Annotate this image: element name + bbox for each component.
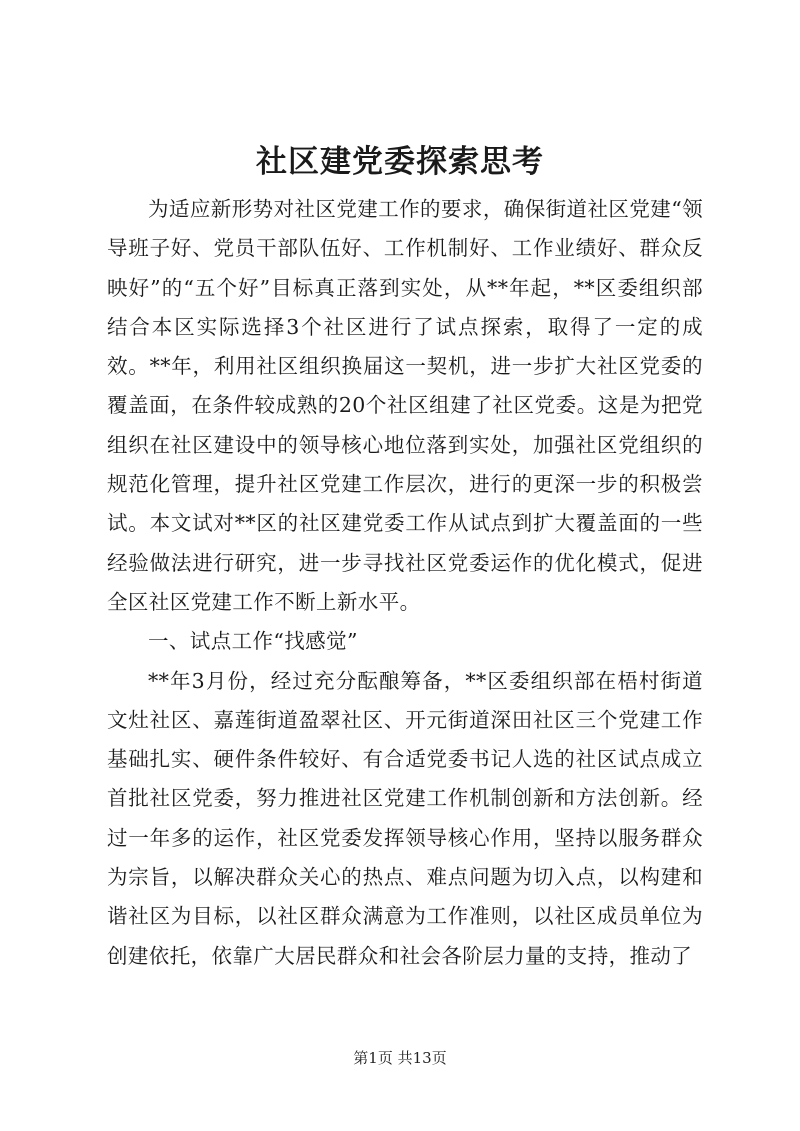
document-title: 社区建党委探索思考 [256, 144, 544, 180]
body-paragraph: **年3月份，经过充分酝酿筹备，**区委组织部在梧村街道文灶社区、嘉莲街道盈翠社区、开元街道深田社区三个党建工作基础扎实、硬件条件较好、有合适党委书记人选的社区试点成立首批社区党委，努力推进社区党建工作机制创新和方法创新。经过一年多的运作，社区党委发挥领导核心作用，坚持以服务群众为宗旨，以解决群众关心的热点、难点问题为切入点，以构建和谐社区为目标，以社区群众满意为工作准则，以社区成员单位为创建依托，依靠广大居民群众和社会各阶层力量的支持，推动了 [107, 668, 703, 968]
document-body [107, 190, 703, 976]
page-number-footer: 第1页 共13页 [353, 1049, 447, 1067]
body-paragraph: 为适应新形势对社区党建工作的要求，确保街道社区党建“领导班子好、党员干部队伍好、工作机制好、工作业绩好、群众反映好”的“五个好”目标真正落到实处，从**年起，**区委组织部结合本区实际选择3个社区进行了试点探索，取得了一定的成效。**年，利用社区组织换届这一契机，进一步扩大社区党委的覆盖面，在条件较成熟的20个社区组建了社区党委。这是为把党组织在社区建设中的领导核心地位落到实处，加强社区党组织的规范化管理，提升社区党建工作层次，进行的更深一步的积极尝试。本文试对**区的社区建党委工作从试点到扩大覆盖面的一些经验做法进行研究，进一步寻找社区党委运作的优化模式，促进全区社区党建工作不断上新水平。 [107, 197, 703, 614]
section-heading: 一、试点工作“找感觉” [148, 629, 358, 654]
